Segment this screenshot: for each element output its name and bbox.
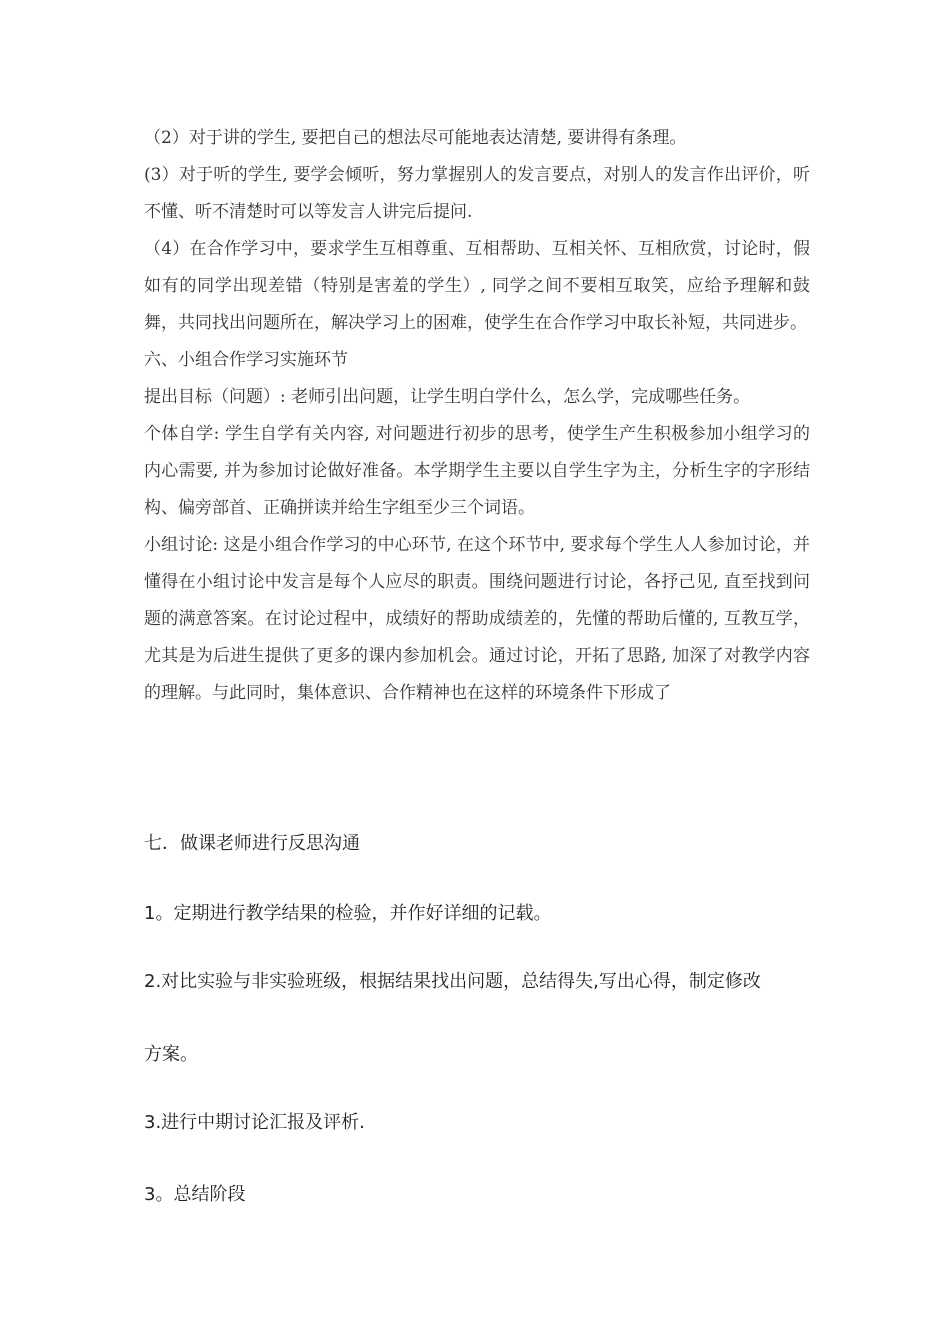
list-item-2-line-1: 2.对比实验与非实验班级，根据结果找出问题，总结得失,写出心得，制定修改 [144, 971, 761, 992]
body-text [144, 120, 810, 712]
paragraph-speaker-requirement: （2）对于讲的学生, 要把自己的想法尽可能地表达清楚, 要讲得有条理。 [144, 128, 687, 148]
list-item-1: 1。定期进行教学结果的检验，并作好详细的记载。 [144, 903, 552, 924]
paragraph-group-discussion: 小组讨论: 这是小组合作学习的中心环节, 在这个环节中, 要求每个学生人人参加讨论，并懂得在小组讨论中发言是每个人应尽的职责。围绕问题进行讨论，各抒己见, 直至找到问题的满意答案。在讨论过程中，成绩好的帮助成绩差的，先懂的帮助后懂的, 互教互学，尤其是为后进生提供了更多的课内参加机会。通过讨论，开拓了思路, 加深了对教学内容的理解。与此同时，集体意识、合作精神也在这样的环境条件下形成了 [144, 535, 810, 703]
list-item-2-line-2: 方案。 [144, 1044, 198, 1065]
paragraph-self-study: 个体自学: 学生自学有关内容, 对问题进行初步的思考，使学生产生积极参加小组学习的内心需要, 并为参加讨论做好准备。本学期学生主要以自学生字为主，分析生字的字形结构、偏旁部首、正确拼读并给生字组至少三个词语。 [144, 424, 810, 518]
paragraph-listener-requirement: (3）对于听的学生, 要学会倾听，努力掌握别人的发言要点，对别人的发言作出评价，听不懂、听不清楚时可以等发言人讲完后提问. [144, 165, 810, 222]
section-seven-heading: 七．做课老师进行反思沟通 [144, 833, 360, 854]
section-six-heading: 六、小组合作学习实施环节 [144, 350, 348, 370]
paragraph-cooperation-requirement: （4）在合作学习中，要求学生互相尊重、互相帮助、互相关怀、互相欣赏，讨论时，假如有的同学出现差错（特别是害羞的学生）, 同学之间不要相互取笑，应给予理解和鼓舞，共同找出问题所在，解决学习上的困难，使学生在合作学习中取长补短，共同进步。 [144, 239, 810, 333]
stage-3-heading: 3。总结阶段 [144, 1184, 246, 1205]
paragraph-set-goals: 提出目标（问题）: 老师引出问题，让学生明白学什么，怎么学，完成哪些任务。 [144, 387, 751, 407]
list-item-3: 3.进行中期讨论汇报及评析. [144, 1112, 365, 1133]
